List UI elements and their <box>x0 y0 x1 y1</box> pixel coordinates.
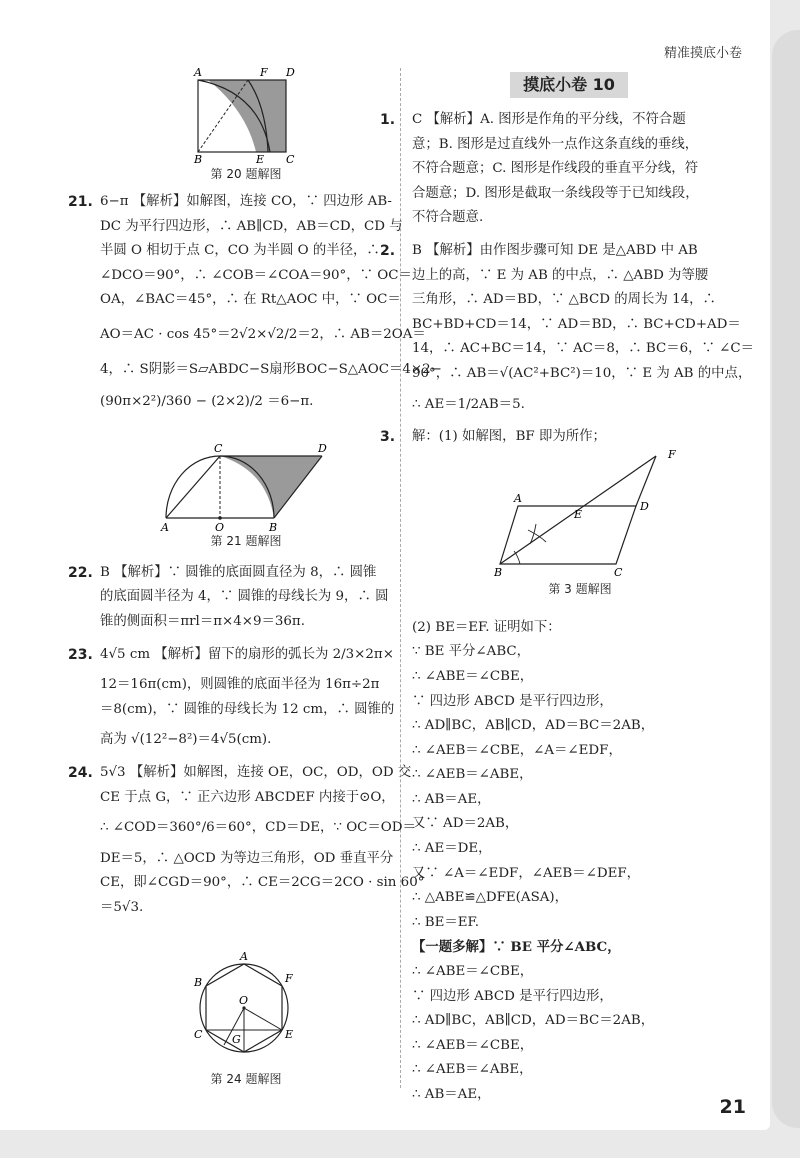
r3-line: ∴ ∠AEB＝∠CBE， <box>412 1037 534 1053</box>
fig24-caption: 第 24 题解图 <box>210 1072 282 1086</box>
fig21-label-a: A <box>161 521 169 532</box>
q21-line: 半圆 O 相切于点 C，CO 为半圆 O 的半径，∴ <box>100 243 380 259</box>
page-edge-tab <box>772 30 800 1128</box>
fig3-label-e: E <box>574 508 583 521</box>
r3-line: ∴ AB＝AE， <box>412 791 491 807</box>
question-r1 <box>380 108 730 231</box>
fig20-label-e: E <box>256 153 265 164</box>
q21-line: ∠DCO＝90°，∴ ∠COB＝∠COA＝90°，∵ OC＝ <box>100 267 412 283</box>
q22-line: 锥的侧面积＝πrl＝π×4×9＝36π. <box>100 613 305 629</box>
r2-line: 三角形，∴ AD＝BD，∵ △BCD 的周长为 14，∴ <box>412 292 716 308</box>
r3-line: ∴ △ABE≌△DFE(ASA)， <box>412 890 569 906</box>
fig24-label-e: E <box>285 1028 294 1041</box>
q24-line: CE，即∠CGD＝90°，∴ CE＝2CG＝2CO · sin 60° <box>100 875 425 891</box>
q23-line: 4√5 cm 【解析】留下的扇形的弧长为 2/3×2π× <box>100 646 394 662</box>
page-number: 21 <box>719 1096 746 1118</box>
fig20-label-f: F <box>260 66 268 79</box>
r3-line: ∴ ∠AEB＝∠ABE， <box>412 1062 533 1078</box>
q21-line: AO＝AC · cos 45°＝2√2×√2/2＝2，∴ AB＝2OA＝ <box>100 326 426 342</box>
question-22 <box>68 561 394 635</box>
r3-line: 又∵ ∠A＝∠EDF，∠AEB＝∠DEF， <box>412 865 641 881</box>
r1-line: 意；B. 图形是过直线外一点作这条直线的垂线， <box>412 136 699 152</box>
r3-line: (2) BE＝EF. 证明如下： <box>412 619 561 635</box>
q23-number: 23. <box>68 646 93 663</box>
r1-line: 不符合题意. <box>412 210 484 226</box>
r1-number: 1. <box>380 112 396 128</box>
q21-line: DC 为平行四边形，∴ AB∥CD，AB＝CD，CD 与 <box>100 218 403 234</box>
q23-line: 12＝16π(cm)，则圆锥的底面半径为 16π÷2π <box>100 677 380 693</box>
r3-line: ∵ 四边形 ABCD 是平行四边形， <box>412 988 613 1004</box>
fig20-label-d: D <box>286 66 295 79</box>
r1-line: 不符合题意；C. 图形是作线段的垂直平分线，符 <box>412 161 699 177</box>
fig3-label-d: D <box>640 500 649 513</box>
question-21 <box>68 190 442 415</box>
r3-line: ∴ ∠AEB＝∠CBE，∠A＝∠EDF， <box>412 742 622 758</box>
fig21-center-point <box>218 516 222 520</box>
r3-line: ∴ ∠ABE＝∠CBE， <box>412 668 534 684</box>
q24-line: ＝5√3. <box>100 899 144 915</box>
r1-line: C 【解析】A. 图形是作角的平分线，不符合题 <box>412 112 686 127</box>
fig21-label-o: O <box>215 521 225 532</box>
q22-line: B 【解析】∵ 圆锥的底面圆直径为 8，∴ 圆锥 <box>100 564 377 580</box>
fig24-line-oe <box>244 1008 282 1030</box>
r3-line: ∵ BE 平分∠ABC， <box>412 644 531 660</box>
question-r2 <box>380 239 755 417</box>
q21-line: 6−π 【解析】如解图，连接 CO，∵ 四边形 AB- <box>100 194 392 209</box>
q23-line: ＝8(cm)，∵ 圆锥的母线长为 12 cm，∴ 圆锥的 <box>100 701 395 717</box>
fig21-line-ac <box>166 456 220 518</box>
fig3-label-f: F <box>668 448 676 461</box>
fig24-label-b: B <box>194 976 203 989</box>
q24-number: 24. <box>68 764 93 781</box>
q21-line: 4，∴ S阴影＝S▱ABDC−S扇形BOC−S△AOC＝4×2− <box>100 361 442 377</box>
fig21-caption: 第 21 题解图 <box>210 534 282 548</box>
left-column <box>68 190 442 920</box>
fig24-label-g: G <box>232 1033 241 1046</box>
r3-number: 3. <box>380 429 396 446</box>
q24-line: ∴ ∠COD＝360°/6＝60°，CD＝DE，∵ OC＝OD＝ <box>100 820 416 836</box>
q24-line: 5√3 【解析】如解图，连接 OE，OC，OD，OD 交 <box>100 764 412 780</box>
running-header: 精准摸底小卷 <box>663 46 742 61</box>
fig21-label-d: D <box>318 442 327 455</box>
fig3-label-b: B <box>494 566 503 578</box>
fig3-label-c: C <box>614 566 623 578</box>
q22-line: 的底面圆半径为 4，∵ 圆锥的母线长为 9，∴ 圆 <box>100 589 389 605</box>
r3-line: ∴ AE＝DE， <box>412 841 492 857</box>
fig20-label-c: C <box>286 153 295 164</box>
question-23 <box>68 643 395 753</box>
fig21-label-b: B <box>269 521 278 532</box>
r3-line: ∴ AB＝AE， <box>412 1087 491 1102</box>
r3-line: 又∵ AD＝2AB， <box>412 816 519 832</box>
r3-line: ∴ ∠AEB＝∠ABE， <box>412 767 533 783</box>
fig20-caption: 第 20 题解图 <box>210 167 282 181</box>
question-24 <box>68 761 425 921</box>
q21-number: 21. <box>68 194 93 210</box>
fig20-label-a: A <box>194 66 202 79</box>
r2-line: 90°，∴ AB＝√(AC²+BC²)＝10，∵ E 为 AB 的中点， <box>412 365 752 381</box>
r3-line: ∴ AD∥BC，AB∥CD，AD＝BC＝2AB， <box>412 1013 655 1029</box>
r3-line: ∴ ∠ABE＝∠CBE， <box>412 964 534 980</box>
fig21-label-c: C <box>214 442 223 455</box>
r2-line: ∴ AE＝1/2AB＝5. <box>412 396 525 412</box>
fig3-parallelogram <box>500 506 636 564</box>
r2-line: 14，∴ AC+BC＝14，∵ AC＝8，∴ BC＝6，∵ ∠C＝ <box>412 341 755 357</box>
fig21-shaded-region <box>220 456 322 518</box>
fig3-arc-mark-1 <box>528 530 546 542</box>
figure-20 <box>188 64 306 164</box>
right-column <box>380 108 755 1108</box>
figure-24 <box>186 946 302 1066</box>
fig3-label-a: A <box>514 492 522 505</box>
fig20-shaded-region <box>208 80 286 152</box>
fig3-caption: 第 3 题解图 <box>548 582 612 596</box>
q21-line: OA，∠BAC＝45°，∴ 在 Rt△AOC 中，∵ OC＝ <box>100 292 401 308</box>
fig24-label-o: O <box>239 994 249 1007</box>
r3-line: ∴ BE＝EF. <box>412 914 480 930</box>
q24-line: CE 于点 G，∵ 正六边形 ABCDEF 内接于⊙O， <box>100 789 395 805</box>
fig20-label-b: B <box>194 153 203 164</box>
fig24-label-f: F <box>285 972 293 985</box>
r3-line: ∴ AD∥BC，AB∥CD，AD＝BC＝2AB， <box>412 718 655 734</box>
q22-number: 22. <box>68 564 93 581</box>
fig24-label-c: C <box>194 1028 203 1041</box>
r2-line: BC+BD+CD＝14，∵ AD＝BD，∴ BC+CD+AD＝ <box>412 316 741 332</box>
r2-number: 2. <box>380 242 396 259</box>
r3-first-line: 解：(1) 如解图，BF 即为所作； <box>412 429 606 445</box>
q24-line: DE＝5，∴ △OCD 为等边三角形，OD 垂直平分 <box>100 850 394 866</box>
section-title: 摸底小卷 10 <box>510 72 628 98</box>
q23-line: 高为 √(12²−8²)＝4√5(cm). <box>100 732 272 748</box>
figure-21 <box>156 440 336 532</box>
r3-line: ∵ 四边形 ABCD 是平行四边形， <box>412 693 613 709</box>
r2-line: 边上的高，∵ E 为 AB 的中点，∴ △ABD 为等腰 <box>412 267 709 283</box>
q21-line: (90π×2²)/360 − (2×2)/2 ＝6−π. <box>100 394 314 410</box>
fig24-label-a: A <box>240 950 248 963</box>
r2-line: B 【解析】由作图步骤可知 DE 是△ABD 中 AB <box>412 242 698 258</box>
figure-3 <box>488 446 678 578</box>
r1-line: 合题意；D. 图形是截取一条线段等于已知线段， <box>412 185 699 201</box>
r3-line: 【一题多解】∵ BE 平分∠ABC， <box>412 939 621 956</box>
